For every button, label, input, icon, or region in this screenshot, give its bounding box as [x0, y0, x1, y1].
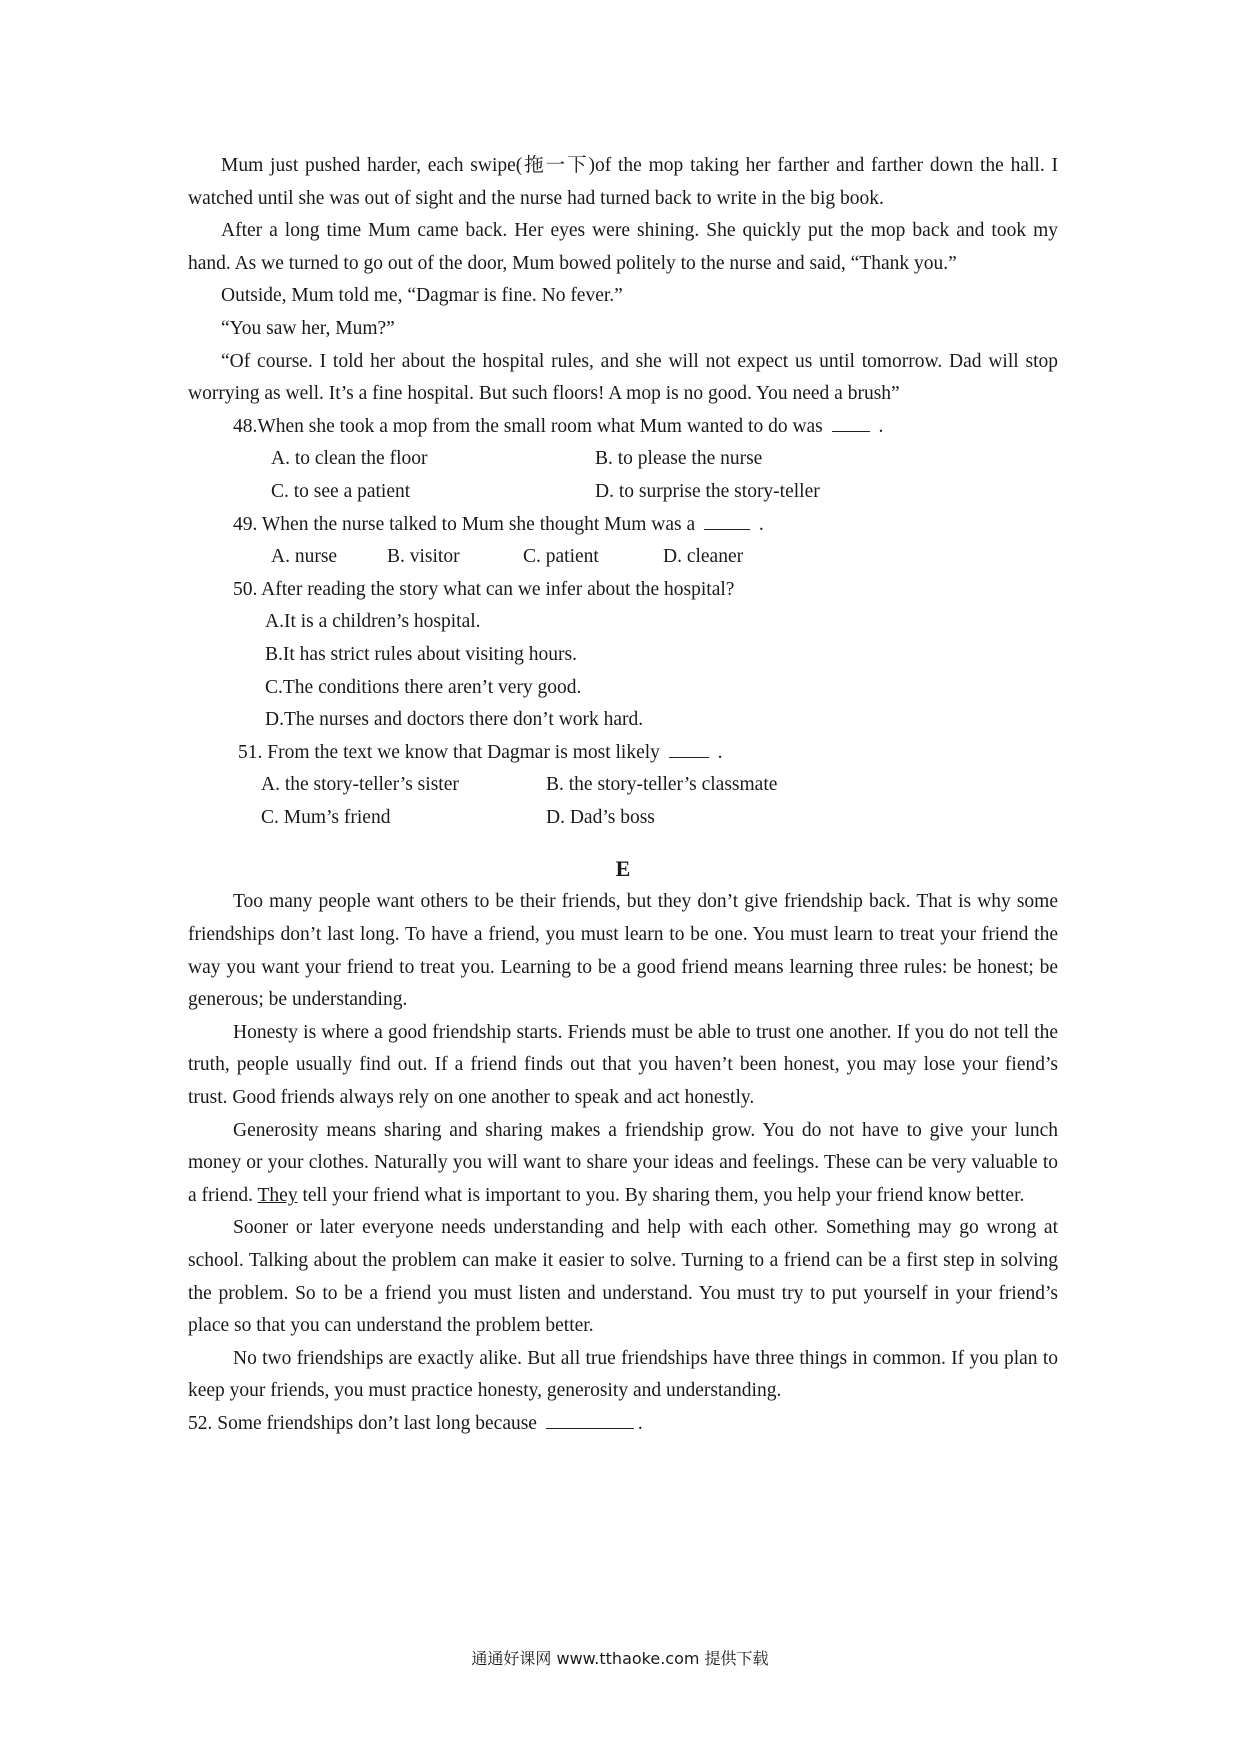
options-49 — [188, 541, 1058, 574]
answer-blank — [546, 1410, 634, 1429]
option-b: B. visitor — [387, 546, 460, 568]
answer-blank — [669, 739, 709, 758]
options-48-row-1 — [188, 443, 1058, 476]
underlined-word: They — [257, 1184, 298, 1206]
question-stem: 49. When the nurse talked to Mum she thought Mum was a — [233, 513, 696, 535]
answer-blank — [832, 413, 870, 432]
paragraph-text-before: Generosity means sharing and sharing makes a friendship grow. You do not have to give your lunch money or your clothes. Naturally you will want to share your ideas and feelings. These can be very valuable to a friend. — [188, 1119, 1058, 1206]
option-d: D. to surprise the story-teller — [595, 480, 820, 502]
option-b: B. to please the nurse — [595, 448, 763, 470]
option-d: D. cleaner — [663, 546, 744, 568]
option-a: A. nurse — [271, 546, 338, 568]
question-50 — [188, 574, 1058, 607]
options-51-row-1 — [188, 769, 1058, 802]
passage-e-paragraph-1: Too many people want others to be their friends, but they don’t give friendship back. That is why some friendships don’t last long. To have a friend, you must learn to be one. You must learn to treat your friend the way you want your friend to treat you. Learning to be a good friend means learning three rules: be honest; be generous; be understanding. — [188, 891, 1058, 1011]
question-end: . — [717, 741, 723, 763]
option-b: B. the story-teller’s classmate — [546, 774, 778, 796]
question-48 — [188, 411, 1058, 444]
passage-e-paragraph-5: No two friendships are exactly alike. But all true friendships have three things in common. If you plan to keep your friends, you must practice honesty, generosity and understanding. — [188, 1347, 1058, 1402]
question-stem: 50. After reading the story what can we infer about the hospital? — [233, 578, 735, 600]
option-a: A. to clean the floor — [271, 448, 428, 470]
option-c: C.The conditions there aren’t very good. — [265, 676, 582, 698]
question-end: . — [758, 513, 764, 535]
passage-e-paragraph-4: Sooner or later everyone needs understanding and help with each other. Something may go wrong at school. Talking about the problem can make it easier to solve. Turning to a friend can be a first step in solving the problem. So to be a friend you must listen and understand. You must try to put yourself in your friend’s place so that you can understand the problem better. — [188, 1217, 1058, 1337]
answer-blank — [704, 511, 750, 530]
question-stem: 51. From the text we know that Dagmar is most likely — [238, 741, 660, 763]
story-paragraph-1: Mum just pushed harder, each swipe(拖一下)of the mop taking her farther and farther down the hall. I watched until she was out of sight and the nurse had turned back to write in the big book. — [188, 155, 1058, 209]
story-paragraph-4: “You saw her, Mum?” — [221, 317, 395, 339]
question-49 — [188, 509, 1058, 542]
exam-page — [188, 150, 1058, 1441]
section-title-e: E — [615, 856, 631, 882]
question-stem: 52. Some friendships don’t last long because — [188, 1412, 537, 1434]
paragraph-text-after: tell your friend what is important to you. By sharing them, you help your friend know better. — [302, 1184, 1025, 1206]
footer-watermark: 通通好课网 www.tthaoke.com 提供下载 — [471, 1649, 769, 1668]
option-d: D.The nurses and doctors there don’t work hard. — [265, 709, 644, 731]
question-52 — [188, 1408, 1058, 1441]
passage-e-paragraph-2: Honesty is where a good friendship starts. Friends must be able to trust one another. If you do not tell the truth, people usually find out. If a friend finds out that you haven’t been honest, you may lose your fiend’s trust. Good friends always rely on one another to speak and act honestly. — [188, 1021, 1058, 1109]
option-c: C. to see a patient — [271, 480, 411, 502]
story-paragraph-3: Outside, Mum told me, “Dagmar is fine. No fever.” — [221, 285, 623, 307]
option-d: D. Dad’s boss — [546, 806, 655, 828]
options-51-row-2 — [188, 802, 1058, 835]
story-paragraph-2: After a long time Mum came back. Her eyes were shining. She quickly put the mop back and took my hand. As we turned to go out of the door, Mum bowed politely to the nurse and said, “Thank you.” — [188, 220, 1058, 274]
question-stem: 48.When she took a mop from the small room what Mum wanted to do was — [233, 415, 823, 437]
question-51 — [188, 737, 1058, 770]
option-b: B.It has strict rules about visiting hours. — [265, 643, 577, 665]
option-a: A.It is a children’s hospital. — [265, 611, 481, 633]
question-end: . — [878, 415, 884, 437]
story-paragraph-5: “Of course. I told her about the hospital rules, and she will not expect us until tomorrow. Dad will stop worrying as well. It’s a fine hospital. But such floors! A mop is no good. You need a brush” — [188, 350, 1058, 405]
options-48-row-2 — [188, 476, 1058, 509]
option-c: C. Mum’s friend — [261, 806, 391, 828]
question-end: . — [637, 1412, 643, 1434]
passage-e-paragraph-3 — [188, 1115, 1058, 1213]
option-a: A. the story-teller’s sister — [261, 774, 459, 796]
option-c: C. patient — [523, 546, 599, 568]
